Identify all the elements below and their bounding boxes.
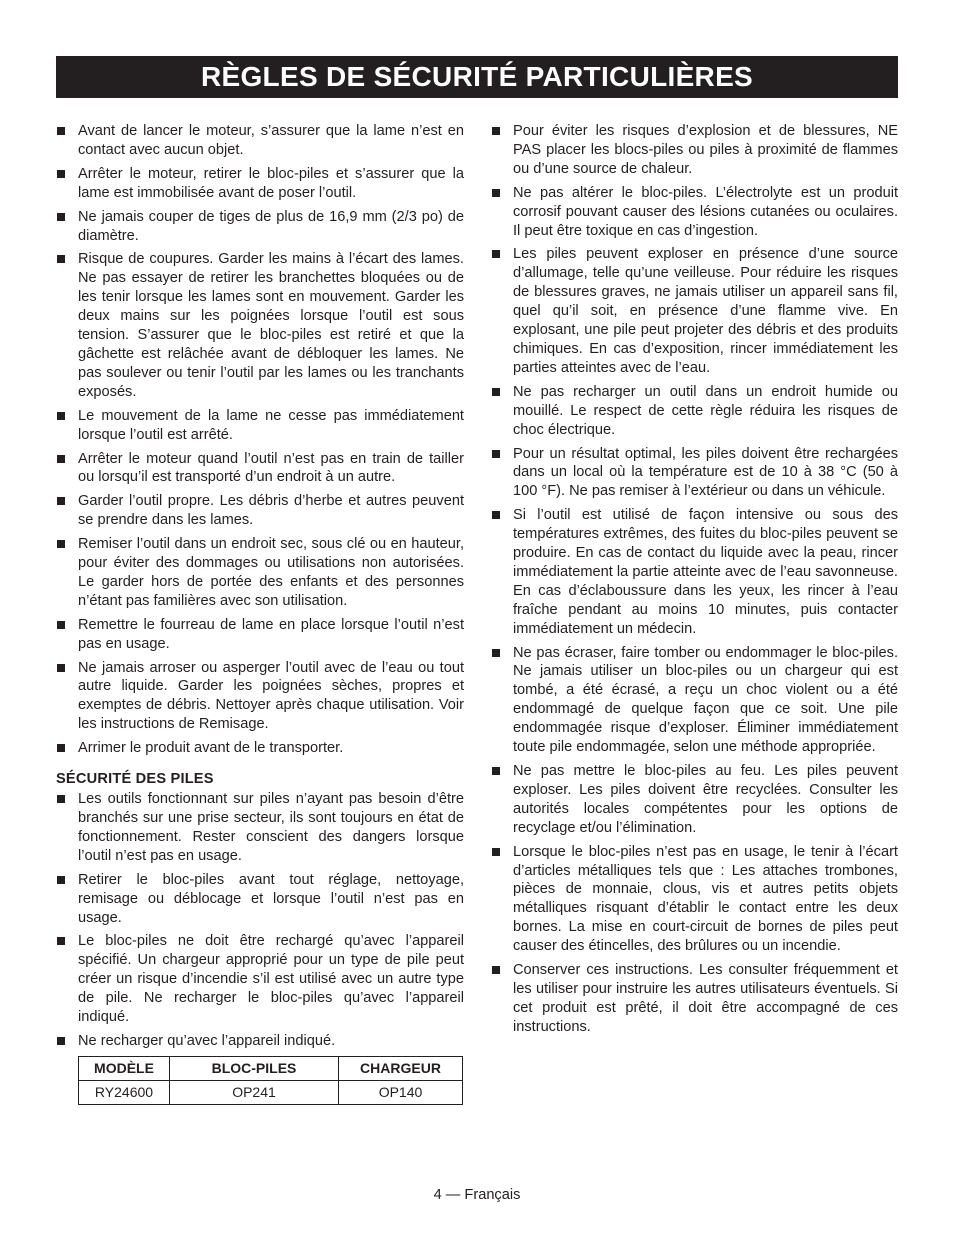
table-cell: OP140	[339, 1080, 463, 1104]
list-item: Ne pas altérer le bloc-piles. L’électrolyte est un produit corrosif pouvant causer des lésions cutanées ou oculaires. Il peut être toxique en cas d’ingestion.	[491, 184, 898, 241]
list-item: Arrêter le moteur, retirer le bloc-piles et s’assurer que la lame est immobilisée avant de poser l’outil.	[56, 165, 464, 203]
table-cell: RY24600	[79, 1080, 170, 1104]
page-title: RÈGLES DE SÉCURITÉ PARTICULIÈRES	[200, 61, 754, 92]
table-header-row	[79, 1056, 463, 1080]
list-item: Avant de lancer le moteur, s’assurer que la lame n’est en contact avec aucun objet.	[56, 122, 464, 160]
list-item: Les piles peuvent exploser en présence d’une source d’allumage, telle qu’une veilleuse. Pour réduire les risques de blessures graves, ne jamais utiliser un appareil sans fil, quel qu’il soit, en présence d’une flamme vive. En explosant, une pile peut projeter des débris et des produits chimiques. En cas d’exposition, rincer immédiatement les parties atteintes avec de l’eau.	[491, 245, 898, 377]
title-bar	[56, 56, 898, 98]
list-item: Arrimer le produit avant de le transporter.	[56, 739, 464, 758]
column-header: BLOC-PILES	[170, 1056, 339, 1080]
list-item: Remiser l’outil dans un endroit sec, sous clé ou en hauteur, pour éviter des dommages ou utilisations non autorisées. Le garder hors de portée des enfants et des personnes n’étant pas familières avec son utilisation.	[56, 535, 464, 611]
list-item: Retirer le bloc-piles avant tout réglage, nettoyage, remisage ou déblocage et lorsque l’outil n’est pas en usage.	[56, 871, 464, 928]
battery-safety-list	[56, 790, 464, 1051]
list-item: Conserver ces instructions. Les consulter fréquemment et les utiliser pour instruire les autres utilisateurs éventuels. Si cet produit est prêté, il doit être accompagné de ces instructions.	[491, 961, 898, 1037]
list-item: Risque de coupures. Garder les mains à l’écart des lames. Ne pas essayer de retirer les branchettes bloquées ou de les tenir lorsque les lames sont en mouvement. Garder les deux mains sur les poignées lorsque l’outil est sous tension. S’assurer que le bloc-piles est retiré et que la gâchette est relâchée avant de débloquer les lames. Ne pas soulever ou tenir l’outil par les lames ou les tranchants exposés.	[56, 250, 464, 401]
list-item: Pour éviter les risques d’explosion et de blessures, NE PAS placer les blocs-piles ou piles à proximité de flammes ou d’une source de chaleur.	[491, 122, 898, 179]
list-item: Pour un résultat optimal, les piles doivent être rechargées dans un local où la température est de 10 à 38 °C (50 à 100 °F). Ne pas remiser à l’extérieur ou dans un véhicule.	[491, 445, 898, 502]
right-column	[491, 122, 898, 1042]
list-item: Garder l’outil propre. Les débris d’herbe et autres peuvent se prendre dans les lames.	[56, 492, 464, 530]
model-table	[78, 1056, 463, 1105]
list-item: Ne pas mettre le bloc-piles au feu. Les piles peuvent exploser. Les piles doivent être recyclées. Consulter les autorités locales compétentes pour les options de recyclage et/ou l’élimination.	[491, 762, 898, 838]
safety-list	[56, 122, 464, 758]
list-item: Arrêter le moteur quand l’outil n’est pas en train de tailler ou lorsqu’il est transporté d’un endroit à un autre.	[56, 450, 464, 488]
column-header: MODÈLE	[79, 1056, 170, 1080]
list-item: Remettre le fourreau de lame en place lorsque l’outil n’est pas en usage.	[56, 616, 464, 654]
list-item: Lorsque le bloc-piles n’est pas en usage, le tenir à l’écart d’articles métalliques tels que : Les attaches trombones, pièces de monnaie, clous, vis et autres petits objets métalliques risquant d’établir le contact entre les deux bornes. La mise en court-circuit de bornes de piles peut causer des étincelles, des brûlures ou un incendie.	[491, 843, 898, 956]
list-item: Ne pas écraser, faire tomber ou endommager le bloc-piles. Ne jamais utiliser un bloc-piles ou un chargeur qui est tombé, a été écrasé, a reçu un choc violent ou a été endommagé de quelque façon que ce soit. Une pile endommagée risque d’exploser. Éliminer immédiatement toute pile endommagée, selon une méthode appropriée.	[491, 644, 898, 757]
list-item: Ne pas recharger un outil dans un endroit humide ou mouillé. Le respect de cette règle réduira les risques de choc électrique.	[491, 383, 898, 440]
list-item: Le bloc-piles ne doit être rechargé qu’avec l’appareil spécifié. Un chargeur approprié pour un type de pile peut créer un risque d’incendie s’il est utilisé avec un autre type de pile. Ne recharger le bloc-piles qu’avec l’appareil indiqué.	[56, 932, 464, 1027]
list-item: Les outils fonctionnant sur piles n’ayant pas besoin d’être branchés sur une prise secteur, ils sont toujours en état de fonctionnement. Rester conscient des dangers lorsque l’outil n’est pas en usage.	[56, 790, 464, 866]
table-cell: OP241	[170, 1080, 339, 1104]
list-item: Ne jamais couper de tiges de plus de 16,9 mm (2/3 po) de diamètre.	[56, 208, 464, 246]
list-item: Ne jamais arroser ou asperger l’outil avec de l’eau ou tout autre liquide. Garder les poignées sèches, propres et exemptes de débris. Nettoyer après chaque utilisation. Voir les instructions de Remisage.	[56, 659, 464, 735]
page-number: 4 — Français	[433, 1187, 521, 1203]
column-header: CHARGEUR	[339, 1056, 463, 1080]
list-item: Ne recharger qu’avec l’appareil indiqué.	[56, 1032, 464, 1051]
left-column	[56, 122, 464, 1105]
battery-safety-list-continued	[491, 122, 898, 1037]
list-item: Le mouvement de la lame ne cesse pas immédiatement lorsque l’outil est arrêté.	[56, 407, 464, 445]
table-row	[79, 1080, 463, 1104]
section-heading: SÉCURITÉ DES PILES	[56, 771, 214, 788]
list-item: Si l’outil est utilisé de façon intensive ou sous des températures extrêmes, des fuites du bloc-piles peuvent se produire. En cas de contact du liquide avec la peau, rincer immédiatement la partie atteinte avec de l’eau savonneuse. En cas d’éclaboussure dans les yeux, les rincer à l’eau fraîche pendant au moins 10 minutes, puis contacter immédiatement un médecin.	[491, 506, 898, 638]
page-footer	[0, 1187, 954, 1203]
